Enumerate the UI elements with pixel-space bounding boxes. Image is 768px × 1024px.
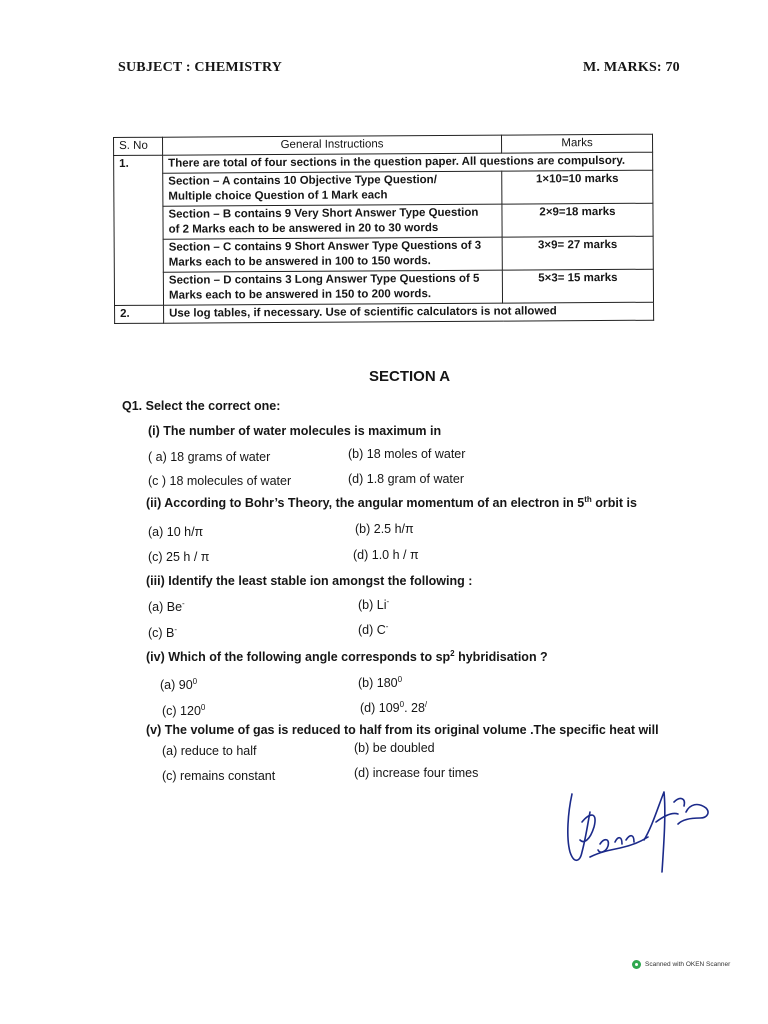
question-iv: (iv) Which of the following angle corresponds to $sp^2$ hybridisation ? bbox=[146, 649, 548, 664]
table-row bbox=[114, 170, 653, 206]
instructions-table bbox=[113, 134, 654, 324]
option-iv-c: (c) $120^0$ bbox=[162, 703, 206, 718]
option-iii-c: (c) B- bbox=[148, 625, 178, 640]
question-v: (v) The volume of gas is reduced to half from its original volume .The specific heat will bbox=[146, 723, 659, 737]
scanner-watermark bbox=[632, 960, 730, 969]
scanner-logo-icon bbox=[632, 960, 641, 969]
option-iv-b: (b) $180^0$ bbox=[358, 675, 403, 690]
max-marks-heading: M. MARKS: 70 bbox=[583, 60, 680, 75]
question-i: (i) The number of water molecules is maximum in bbox=[148, 424, 442, 438]
section-c-instruction: Section – C contains 9 Short Answer Type Questions of 3 Marks each to be answered in 100 to 150 words. bbox=[163, 237, 502, 272]
option-ii-d: (d) 1.0 h / π bbox=[353, 548, 419, 562]
option-iii-a: (a) Be- bbox=[148, 599, 185, 614]
section-b-instruction: Section – B contains 9 Very Short Answer Type Question of 2 Marks each to be answered in 20 to 30 words bbox=[163, 204, 502, 239]
signature-mark bbox=[560, 782, 720, 882]
row-number: 2. bbox=[115, 305, 164, 323]
column-header-sno: S. No bbox=[114, 137, 163, 155]
subject-heading: SUBJECT : CHEMISTRY bbox=[118, 60, 283, 75]
option-v-b: (b) be doubled bbox=[354, 741, 435, 755]
question-1-heading: Q1. Select the correct one: bbox=[122, 399, 281, 413]
table-row bbox=[114, 269, 653, 305]
question-ii: (ii) According to Bohr’s Theory, the angular momentum of an electron in 5th orbit is bbox=[146, 495, 637, 510]
section-d-instruction: Section – D contains 3 Long Answer Type Questions of 5 Marks each to be answered in 150 to 200 words. bbox=[163, 270, 502, 305]
section-c-marks: 3×9= 27 marks bbox=[502, 236, 653, 270]
section-b-marks: 2×9=18 marks bbox=[502, 203, 653, 237]
option-v-d: (d) increase four times bbox=[354, 766, 479, 780]
option-iii-d: (d) C- bbox=[358, 622, 389, 637]
section-d-marks: 5×3= 15 marks bbox=[502, 269, 653, 303]
option-ii-c: (c) 25 h / π bbox=[148, 550, 210, 564]
column-header-instructions: General Instructions bbox=[163, 135, 502, 155]
column-header-marks: Marks bbox=[501, 134, 652, 153]
option-v-a: (a) reduce to half bbox=[162, 744, 257, 758]
instruction-text: Use log tables, if necessary. Use of scientific calculators is not allowed bbox=[164, 302, 654, 323]
option-ii-a: (a) 10 h/π bbox=[148, 525, 204, 539]
option-i-a: ( a) 18 grams of water bbox=[148, 450, 271, 464]
row-number: 1. bbox=[114, 155, 164, 305]
option-i-d: (d) 1.8 gram of water bbox=[348, 472, 465, 486]
option-i-c: (c ) 18 molecules of water bbox=[148, 474, 292, 488]
scanner-text: Scanned with OKEN Scanner bbox=[645, 961, 731, 968]
table-row bbox=[115, 302, 654, 323]
option-i-b: (b) 18 moles of water bbox=[348, 447, 466, 461]
table-row bbox=[114, 236, 653, 272]
table-row bbox=[114, 203, 653, 239]
option-ii-b: (b) 2.5 h/π bbox=[355, 522, 414, 536]
option-v-c: (c) remains constant bbox=[162, 769, 276, 783]
question-iii: (iii) Identify the least stable ion amongst the following : bbox=[146, 574, 473, 588]
instruction-text: There are total of four sections in the question paper. All questions are compulsory. bbox=[163, 152, 653, 173]
option-iii-b: (b) Li- bbox=[358, 597, 390, 612]
option-iv-a: (a) $90^0$ bbox=[160, 677, 198, 692]
section-a-instruction: Section – A contains 10 Objective Type Question/ Multiple choice Question of 1 Mark each bbox=[163, 171, 502, 206]
section-a-marks: 1×10=10 marks bbox=[502, 170, 653, 204]
option-iv-d: (d) $109^0$. 28/ bbox=[360, 700, 428, 715]
section-a-title: SECTION A bbox=[369, 368, 451, 385]
